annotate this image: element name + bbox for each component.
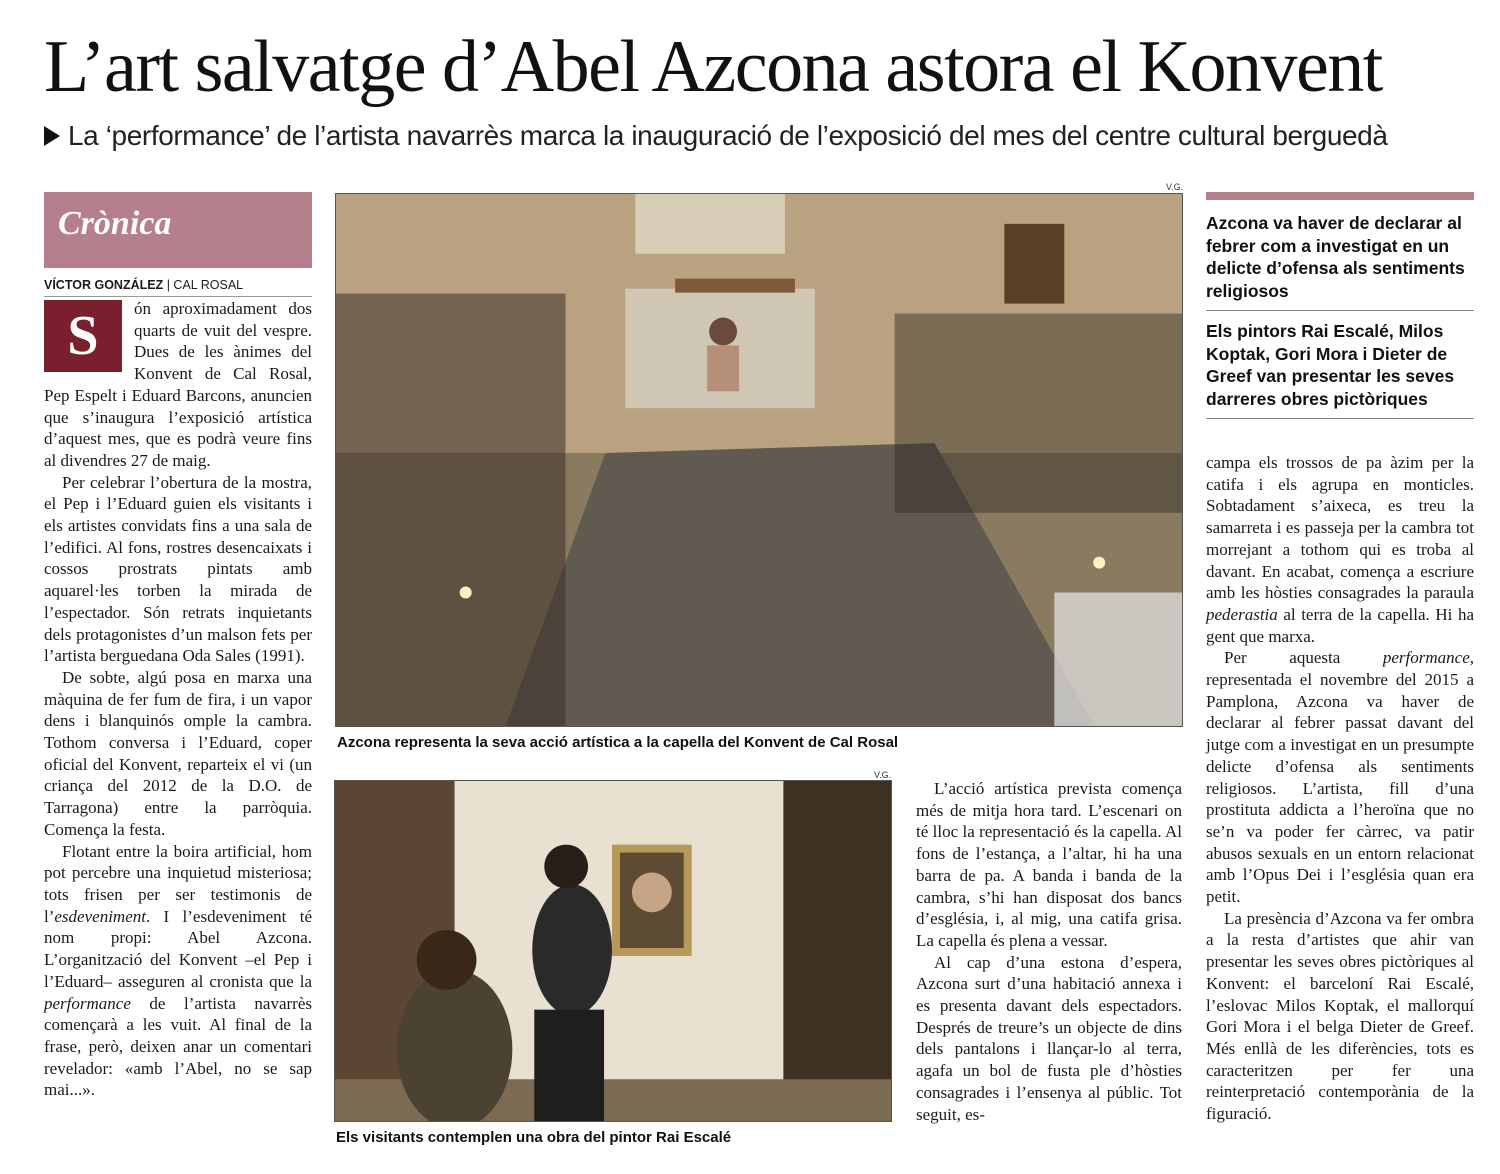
italic-text: esdeveniment [54, 906, 146, 926]
author-name: VÍCTOR GONZÁLEZ [44, 278, 164, 292]
paragraph: Al cap d’una estona d’espera, Azcona surt d’una habitació annexa i es presenta davant dels espectadors. Després de treure’s un objecte de dins dels pantalons i llançar-lo al terra, agafa un bol de fusta ple d’hòsties consagrades i l’ensenya al públic. Tot seguit, es- [916, 952, 1182, 1124]
subheadline-text: La ‘performance’ de l’artista navarrès marca la inauguració de l’exposició del mes del centre cultural berguedà [68, 120, 1388, 151]
paragraph [1206, 647, 1474, 907]
text-run: campa els trossos de pa àzim per la catifa i els agrupa en monticles. Sobtadament s’aixeca, es treu la samarreta i es passeja per la cambra tot morrejant a tothom qui es troba al davant. En acabat, comença a escriure amb les hòsties consagrades la paraula [1206, 453, 1474, 603]
text-run: . I l’esdeveniment té nom propi: Abel Azcona. L’organització del Konvent –el Pep i l’Eduard– asseguren al cronista que la [44, 906, 312, 991]
photo-credit: V.G. [1166, 182, 1184, 192]
triangle-bullet-icon [44, 126, 60, 146]
paragraph [44, 841, 312, 1101]
gallery-photo-illustration [335, 781, 891, 1121]
byline: VÍCTOR GONZÁLEZ | CAL ROSAL [44, 276, 312, 297]
subheadline [44, 116, 1464, 156]
sidebar-rule [1206, 192, 1474, 200]
column-3 [916, 778, 1182, 1125]
column-1 [44, 298, 312, 1101]
text-run: al terra de la capella. Hi ha gent que marxa. [1206, 604, 1474, 646]
text-run: Flotant entre la boira artificial, hom pot percebre una inquietud misteriosa; tots frisen per ser testimonis de l’ [44, 841, 312, 926]
photo-performance-chapel [335, 193, 1183, 727]
text-run: Per aquesta [1224, 648, 1383, 668]
paragraph [1206, 452, 1474, 647]
location: CAL ROSAL [173, 278, 244, 292]
chapel-photo-illustration [336, 194, 1182, 726]
headline: L’art salvatge d’Abel Azcona astora el Konvent [44, 26, 1382, 108]
photo-caption: Els visitants contemplen una obra del pintor Rai Escalé [336, 1129, 732, 1146]
dropcap: S [44, 300, 122, 372]
photo-visitors-painting [334, 780, 892, 1122]
photo-credit: V.G. [874, 770, 892, 780]
column-4 [1206, 452, 1474, 1125]
paragraph-text: ón aproximadament dos quarts de vuit del vespre. Dues de les ànimes del Konvent de Cal Rosal, Pep Espelt i Eduard Barcons, anuncien que s’inaugura l’exposició artística d’aquest mes, que es podrà veure fins al divendres 27 de maig. [44, 299, 312, 470]
text-run: , representada el novembre del 2015 a Pamplona, Azcona va haver de declarar al febrer passat davant del jutge com a investigat en un presumpte delicte d’ofensa als sentiments religiosos. L’artista, fill d’una prostituta addicta a l’heroïna que no se’n va poder fer càrrec, va patir abusos sexuals en un entorn relacionat amb l’Opus Dei i l’església quan era petit. [1206, 648, 1474, 907]
paragraph: De sobte, algú posa en marxa una màquina de fer fum de fira, i un vapor dens i blanquinós omple la cambra. Tothom conversa i l’Eduard, coper oficial del Konvent, reparteix el vi (un criança del 2012 de la D.O. de Tarragona) entre la parròquia. Comença la festa. [44, 667, 312, 839]
italic-text: performance [44, 993, 131, 1013]
text-run: de l’artista navarrès començarà a les vuit. Al final de la frase, però, deixen anar un comentari revelador: «amb l’Abel, no se sap mai...». [44, 993, 312, 1100]
photo-caption: Azcona representa la seva acció artística a la capella del Konvent de Cal Rosal [337, 734, 899, 751]
paragraph: Per celebrar l’obertura de la mostra, el Pep i l’Eduard guien els visitants i els artistes convidats fins a una sala de l’edifici. Al fons, rostres desencaixats i cossos prostrats pintats amb aquarel·les torben la mirada de l’espectador. Són retrats inquietants dels protagonistes d’un malson fets per l’artista berguedana Oda Sales (1991). [44, 472, 312, 666]
paragraph [44, 298, 312, 472]
italic-text: pederastia [1206, 604, 1278, 624]
highlight-quote: Azcona va haver de declarar al febrer com a investigat en un delicte d’ofensa als sentiments religiosos [1206, 212, 1474, 311]
paragraph: La presència d’Azcona va fer ombra a la resta d’artistes que ahir van presentar les seves obres pictòriques al Konvent: el barceloní Rai Escalé, l’eslovac Milos Koptak, el mallorquí Gori Mora i el belga Dieter de Greef. Més enllà de les diferències, tots es caracteritzen per fer una reinterpretació contemporània de la figuració. [1206, 908, 1474, 1124]
highlight-quote: Els pintors Rai Escalé, Milos Koptak, Gori Mora i Dieter de Greef van presentar les seves darreres obres pictòriques [1206, 320, 1474, 419]
paragraph: L’acció artística prevista comença més de mitja hora tard. L’escenari on té lloc la representació és la capella. Al fons de l’estança, a l’altar, hi ha una barra de pa. A banda i banda de la cambra, s’hi han disposat dos bancs d’església, i, al mig, una catifa grisa. La capella és plena a vessar. [916, 779, 1182, 950]
italic-text: performance [1382, 648, 1470, 668]
section-label-box [44, 192, 312, 268]
section-label: Crònica [58, 205, 172, 242]
